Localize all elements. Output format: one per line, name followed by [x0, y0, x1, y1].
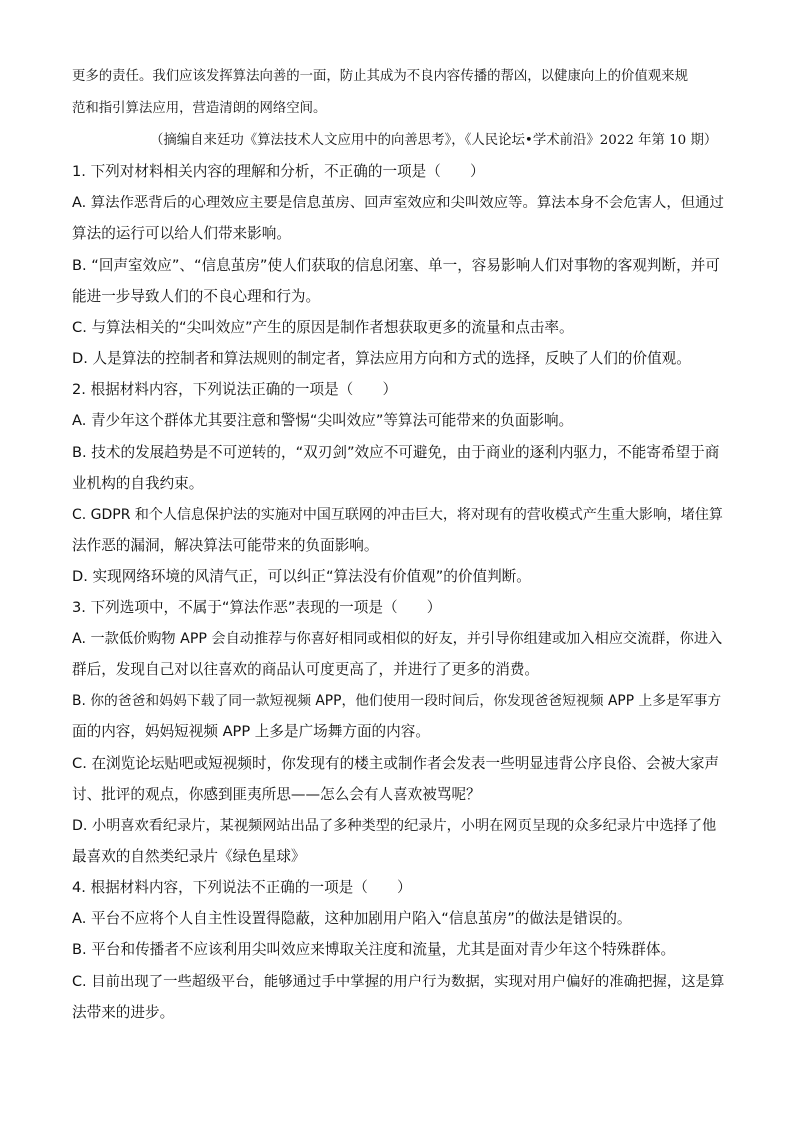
source-citation: （摘编自来廷功《算法技术人文应用中的向善思考》，《人民论坛•学术前沿》2022 年第 10 期） — [150, 133, 718, 148]
option-line: A. 平台不应将个人自主性设置得隐蔽，这种加剧用户陷入“信息茧房”的做法是错误的。 — [72, 910, 632, 927]
option-line: 业机构的自我约束。 — [72, 475, 204, 492]
option-line: 面的内容，妈妈短视频 APP 上多是广场舞方面的内容。 — [72, 723, 430, 740]
option-line: 算法的运行可以给人们带来影响。 — [72, 225, 291, 242]
option-line: B. 技术的发展趋势是不可逆转的，“双刃剑”效应不可避免，由于商业的逐利内驱力，不能寄希望于商 — [72, 444, 720, 461]
question-stem: 4. 根据材料内容，下列说法不正确的一项是（ ） — [72, 879, 412, 896]
option-line: 最喜欢的自然类纪录片《绿色星球》 — [72, 848, 306, 865]
option-line: 能进一步导致人们的不良心理和行为。 — [72, 288, 321, 305]
option-line: B. 你的爸爸和妈妈下载了同一款短视频 APP，他们使用一段时间后，你发现爸爸短视频 APP 上多是军事方 — [72, 693, 722, 709]
option-line: C. 在浏览论坛贴吧或短视频时，你发现有的楼主或制作者会发表一些明显违背公序良俗、会被大家声 — [72, 755, 720, 772]
option-line: A. 青少年这个群体尤其要注意和警惕“尖叫效应”等算法可能带来的负面影响。 — [72, 412, 574, 429]
option-line: 法作恶的漏洞，解决算法可能带来的负面影响。 — [72, 537, 379, 554]
option-line: C. 目前出现了一些超级平台，能够通过手中掌握的用户行为数据，实现对用户偏好的准确把握，这是算 — [72, 974, 725, 990]
passage-line: 范和指引算法应用，营造清朗的网络空间。 — [72, 101, 327, 116]
option-line: D. 小明喜欢看纪录片，某视频网站出品了多种类型的纪录片，小明在网页呈现的众多纪录片中选择了他 — [72, 818, 717, 834]
question-stem: 3. 下列选项中，不属于“算法作恶”表现的一项是（ ） — [72, 599, 442, 616]
passage-line: 更多的责任。我们应该发挥算法向善的一面，防止其成为不良内容传播的帮凶，以健康向上的价值观来规 — [72, 69, 688, 84]
option-line: 讨、批评的观点，你感到匪夷所思——怎么会有人喜欢被骂呢？ — [72, 786, 481, 803]
question-stem: 2. 根据材料内容，下列说法正确的一项是（ ） — [72, 381, 398, 398]
option-line: B. “回声室效应”、“信息茧房”使人们获取的信息闭塞、单一，容易影响人们对事物的客观判断，并可 — [72, 257, 720, 274]
option-line: 群后，发现自己对以往喜欢的商品认可度更高了，并进行了更多的消费。 — [72, 661, 540, 678]
question-stem: 1. 下列对材料相关内容的理解和分析，不正确的一项是（ ） — [72, 163, 485, 180]
option-line: B. 平台和传播者不应该利用尖叫效应来博取关注度和流量，尤其是面对青少年这个特殊群体。 — [72, 941, 676, 958]
option-line: 法带来的进步。 — [72, 1004, 175, 1021]
option-line: C. GDPR 和个人信息保护法的实施对中国互联网的冲击巨大，将对现有的营收模式产生重大影响，堵住算 — [72, 507, 723, 523]
option-line: C. 与算法相关的“尖叫效应”产生的原因是制作者想获取更多的流量和点击率。 — [72, 319, 574, 336]
option-line: A. 一款低价购物 APP 会自动推荐与你喜好相同或相似的好友，并引导你组建或加入相应交流群，你进入 — [72, 631, 723, 647]
option-line: D. 实现网络环境的风清气正，可以纠正“算法没有价值观”的价值判断。 — [72, 568, 531, 585]
option-line: A. 算法作恶背后的心理效应主要是信息茧房、回声室效应和尖叫效应等。算法本身不会危害人，但通过 — [72, 195, 724, 211]
option-line: D. 人是算法的控制者和算法规则的制定者，算法应用方向和方式的选择，反映了人们的价值观。 — [72, 350, 691, 367]
